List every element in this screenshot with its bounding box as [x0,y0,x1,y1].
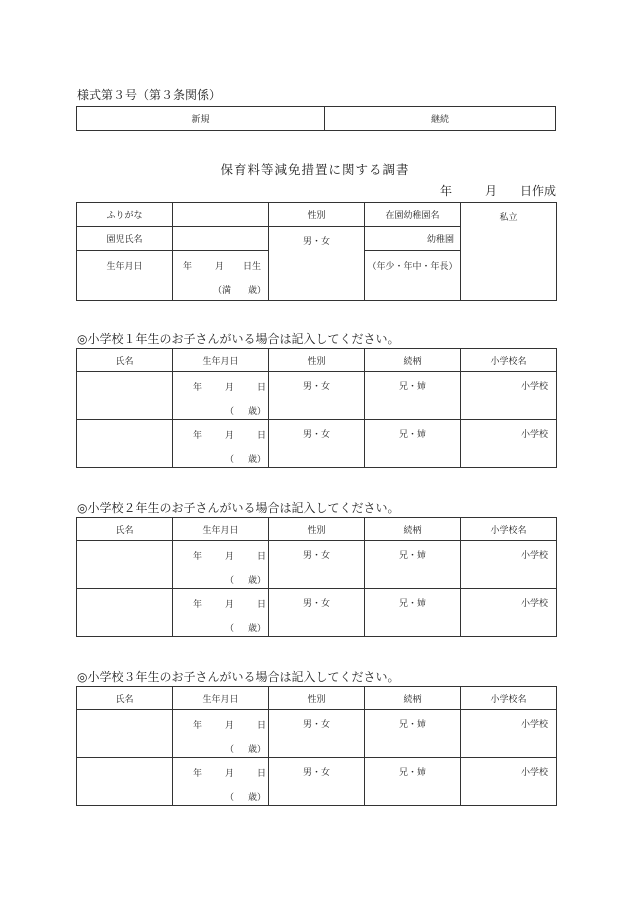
kindergarten-suffix: 幼稚園 [426,235,454,245]
section-1-table [76,348,557,468]
school-suffix: 小学校 [520,382,548,392]
dob-month-label: 月 [225,552,235,562]
table-row [77,420,557,468]
age-close: 歳） [248,793,267,803]
section-3-heading: ◎小学校３年生のお子さんがいる場合は記入してください。 [77,670,400,684]
section-3-table [76,686,557,806]
header-school: 小学校名 [461,687,557,710]
sibling-name-input[interactable] [77,589,173,637]
continue-cell[interactable] [325,107,556,131]
dob-month-label: 月 [225,769,235,779]
sibling-dob-input[interactable] [173,420,269,468]
dob-month-label: 月 [215,262,225,272]
header-relation: 続柄 [365,349,461,372]
dob-day-label: 日生 [243,262,262,272]
age-prefix: （満 [213,286,232,296]
dob-month-label: 月 [225,383,235,393]
header-dob: 生年月日 [173,349,269,372]
dob-day-label: 日 [257,383,267,393]
sibling-dob-input[interactable] [173,372,269,420]
page-title: 保育料等減免措置に関する調書 [220,162,410,177]
sibling-relation-select[interactable]: 兄・姉 [365,758,461,806]
sibling-relation-select[interactable]: 兄・姉 [365,541,461,589]
header-relation: 続柄 [365,687,461,710]
dob-month-label: 月 [225,600,235,610]
sibling-school-input[interactable] [461,710,557,758]
sibling-relation-select[interactable]: 兄・姉 [365,420,461,468]
header-gender: 性別 [269,349,365,372]
header-gender: 性別 [269,687,365,710]
school-suffix: 小学校 [520,430,548,440]
dob-year-label: 年 [183,262,193,272]
new-label: 新規 [191,115,210,125]
age-suffix: 歳） [248,286,267,296]
section-2-heading: ◎小学校２年生のお子さんがいる場合は記入してください。 [77,501,400,515]
kindergarten-name-input[interactable] [365,227,461,251]
age-open: （ [225,455,235,465]
sibling-name-input[interactable] [77,758,173,806]
gender-label: 性別 [269,203,365,227]
child-gender-select[interactable]: 男・女 [269,227,365,301]
dob-day-label: 日 [257,552,267,562]
dob-day-label: 日 [257,721,267,731]
class-select[interactable]: （年少・年中・年長） [365,251,461,301]
school-suffix: 小学校 [520,768,548,778]
age-open: （ [225,576,235,586]
table-row [77,758,557,806]
furigana-label: ふりがな [77,203,173,227]
sibling-dob-input[interactable] [173,710,269,758]
sibling-name-input[interactable] [77,710,173,758]
sibling-gender-select[interactable]: 男・女 [269,758,365,806]
private-label: 私立 [461,203,557,301]
dob-year-label: 年 [193,721,203,731]
sibling-relation-select[interactable]: 兄・姉 [365,372,461,420]
new-cell[interactable] [77,107,325,131]
form-number: 様式第３号（第３条関係） [77,88,222,102]
dob-year-label: 年 [193,600,203,610]
sibling-dob-input[interactable] [173,589,269,637]
child-name-label: 園児氏名 [77,227,173,251]
dob-month-label: 月 [225,721,235,731]
header-dob: 生年月日 [173,518,269,541]
sibling-name-input[interactable] [77,420,173,468]
sibling-gender-select[interactable]: 男・女 [269,541,365,589]
age-open: （ [225,745,235,755]
dob-day-label: 日 [257,769,267,779]
school-label: 在園幼稚園名 [365,203,461,227]
school-suffix: 小学校 [520,720,548,730]
sibling-school-input[interactable] [461,589,557,637]
header-name: 氏名 [77,349,173,372]
date-line [440,182,556,199]
sibling-gender-select[interactable]: 男・女 [269,420,365,468]
sibling-school-input[interactable] [461,541,557,589]
sibling-name-input[interactable] [77,541,173,589]
dob-year-label: 年 [193,431,203,441]
dob-day-label: 日 [257,600,267,610]
school-suffix: 小学校 [520,599,548,609]
child-table [76,202,557,301]
sibling-school-input[interactable] [461,420,557,468]
dob-year-label: 年 [193,383,203,393]
header-school: 小学校名 [461,349,557,372]
child-dob-input[interactable] [173,251,269,301]
header-name: 氏名 [77,687,173,710]
age-open: （ [225,793,235,803]
table-row [77,589,557,637]
header-relation: 続柄 [365,518,461,541]
child-name-input[interactable] [173,227,269,251]
date-month: 月 [484,184,497,198]
header-gender: 性別 [269,518,365,541]
sibling-relation-select[interactable]: 兄・姉 [365,589,461,637]
sibling-gender-select[interactable]: 男・女 [269,372,365,420]
continue-label: 継続 [430,115,449,125]
sibling-relation-select[interactable]: 兄・姉 [365,710,461,758]
age-close: 歳） [248,407,267,417]
date-year: 年 [439,184,452,198]
sibling-name-input[interactable] [77,372,173,420]
age-close: 歳） [248,624,267,634]
header-school: 小学校名 [461,518,557,541]
sibling-school-input[interactable] [461,372,557,420]
furigana-input[interactable] [173,203,269,227]
dob-day-label: 日 [257,431,267,441]
table-row [77,541,557,589]
dob-label: 生年月日 [77,251,173,301]
type-table [76,106,556,131]
section-1-heading: ◎小学校１年生のお子さんがいる場合は記入してください。 [77,332,400,346]
age-close: 歳） [248,576,267,586]
sibling-dob-input[interactable] [173,758,269,806]
dob-month-label: 月 [225,431,235,441]
age-open: （ [225,624,235,634]
age-close: 歳） [248,455,267,465]
sibling-gender-select[interactable]: 男・女 [269,589,365,637]
header-dob: 生年月日 [173,687,269,710]
dob-year-label: 年 [193,769,203,779]
age-close: 歳） [248,745,267,755]
table-row [77,710,557,758]
sibling-dob-input[interactable] [173,541,269,589]
sibling-school-input[interactable] [461,758,557,806]
dob-year-label: 年 [193,552,203,562]
section-2-table [76,517,557,637]
header-name: 氏名 [77,518,173,541]
school-suffix: 小学校 [520,551,548,561]
age-open: （ [225,407,235,417]
date-day-created: 日作成 [519,184,556,198]
table-row [77,372,557,420]
sibling-gender-select[interactable]: 男・女 [269,710,365,758]
